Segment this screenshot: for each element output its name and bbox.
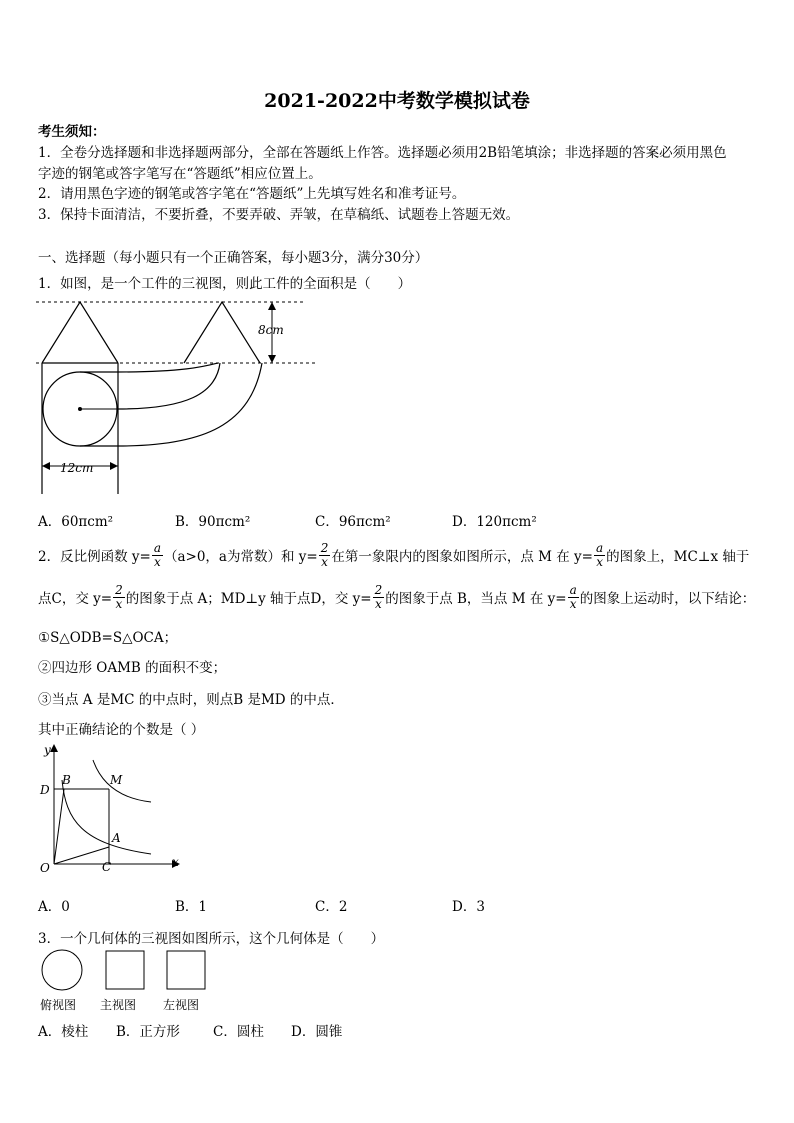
q2-text: （a>0，a为常数）和 y=: [163, 549, 318, 565]
q2-line-2: [38, 580, 755, 614]
q2-axis-x: x: [172, 855, 179, 869]
q1-height-label: 8cm: [258, 323, 284, 337]
q3-option-b: B．正方形: [116, 1024, 180, 1040]
q2-fraction: [594, 542, 605, 569]
q2-option-b: B．1: [175, 899, 208, 915]
notice-line-1: 1．全卷分选择题和非选择题两部分，全部在答题纸上作答。选择题必须用2B铅笔填涂；非选择题的答案必须用黑色: [38, 145, 727, 161]
q3-option-a: A．棱柱: [38, 1024, 89, 1040]
q1-option-d: D．120πcm²: [452, 514, 537, 530]
q2-numerator: a: [569, 582, 577, 597]
q2-text: 的图象上，MC⊥x 轴于: [606, 549, 750, 565]
q3-views-figure: [36, 948, 216, 994]
q2-conclusion-3: ③当点 A 是MC 的中点时，则点B 是MD 的中点．: [38, 692, 344, 708]
q2-fraction: [152, 542, 163, 569]
q1-width-label: 12cm: [60, 461, 94, 475]
notice-line-3: 3．保持卡面清洁，不要折叠，不要弄破、弄皱，在草稿纸、试题卷上答题无效。: [38, 207, 520, 223]
q2-numerator: 2: [320, 540, 329, 555]
q2-axis-y: y: [44, 743, 51, 757]
q1-option-b: B．90πcm²: [175, 514, 251, 530]
q2-text: 2．反比例函数 y=: [38, 549, 151, 565]
q2-fraction: [568, 584, 579, 611]
q1-option-c: C．96πcm²: [315, 514, 391, 530]
q2-conclusion-2: ②四边形 OAMB 的面积不变；: [38, 660, 227, 676]
q2-numerator: 2: [374, 582, 383, 597]
page-title: 2021-2022中考数学模拟试卷: [264, 90, 530, 112]
q3-option-d: D．圆锥: [291, 1024, 343, 1040]
q2-conclusion-1: ①S△ODB=S△OCA；: [38, 630, 178, 646]
q2-label-d: D: [40, 783, 50, 797]
q2-text: 的图象上运动时，以下结论：: [579, 591, 756, 607]
q1-option-a: A．60πcm²: [38, 514, 114, 530]
q2-text: 在第一象限内的图象如图所示，点 M 在 y=: [331, 549, 593, 565]
q2-numerator: a: [596, 540, 604, 555]
q3-stem: 3．一个几何体的三视图如图所示，这个几何体是（ ）: [38, 931, 385, 947]
q2-denominator: x: [154, 554, 161, 569]
q2-denominator: x: [596, 554, 603, 569]
q2-label-m: M: [110, 773, 123, 787]
q2-fraction: [373, 584, 385, 611]
notice-heading: 考生须知：: [38, 124, 106, 140]
q2-label-o: O: [40, 861, 50, 875]
q2-question: 其中正确结论的个数是（ ）: [38, 722, 205, 738]
q2-label-b: B: [62, 773, 71, 787]
q2-label-c: C: [102, 860, 112, 874]
q2-option-c: C．2: [315, 899, 348, 915]
q2-line-1: [38, 538, 749, 572]
q2-graph-figure: [36, 740, 186, 876]
q2-text: 的图象于点 B，当点 M 在 y=: [385, 591, 567, 607]
q2-numerator: 2: [115, 582, 123, 597]
q2-label-a: A: [112, 831, 121, 845]
q2-numerator: a: [153, 540, 161, 555]
notice-line-1b: 字迹的钢笔或答字笔写在“答题纸”相应位置上。: [38, 166, 322, 182]
section-heading: 一、选择题（每小题只有一个正确答案，每小题3分，满分30分）: [38, 250, 429, 266]
q2-text: 点C，交 y=: [38, 591, 113, 607]
q2-text: 的图象于点 A；MD⊥y 轴于点D，交 y=: [125, 591, 372, 607]
q3-view-side: 左视图: [163, 998, 200, 1012]
q2-fraction: [319, 542, 331, 569]
q2-option-d: D．3: [452, 899, 485, 915]
q2-fraction: [113, 584, 125, 611]
q3-option-c: C．圆柱: [213, 1024, 264, 1040]
q1-stem: 1．如图，是一个工件的三视图，则此工件的全面积是（ ）: [38, 276, 412, 292]
notice-line-2: 2．请用黑色字迹的钢笔或答字笔在“答题纸”上先填写姓名和准考证号。: [38, 186, 466, 202]
q2-denominator: x: [374, 596, 382, 611]
q2-denominator: x: [115, 596, 123, 611]
q2-denominator: x: [321, 554, 328, 569]
q3-view-top: 俯视图: [40, 998, 77, 1012]
q2-option-a: A．0: [38, 899, 70, 915]
q2-denominator: x: [569, 596, 577, 611]
q3-view-front: 主视图: [100, 998, 137, 1012]
q1-three-view-figure: [36, 294, 326, 500]
